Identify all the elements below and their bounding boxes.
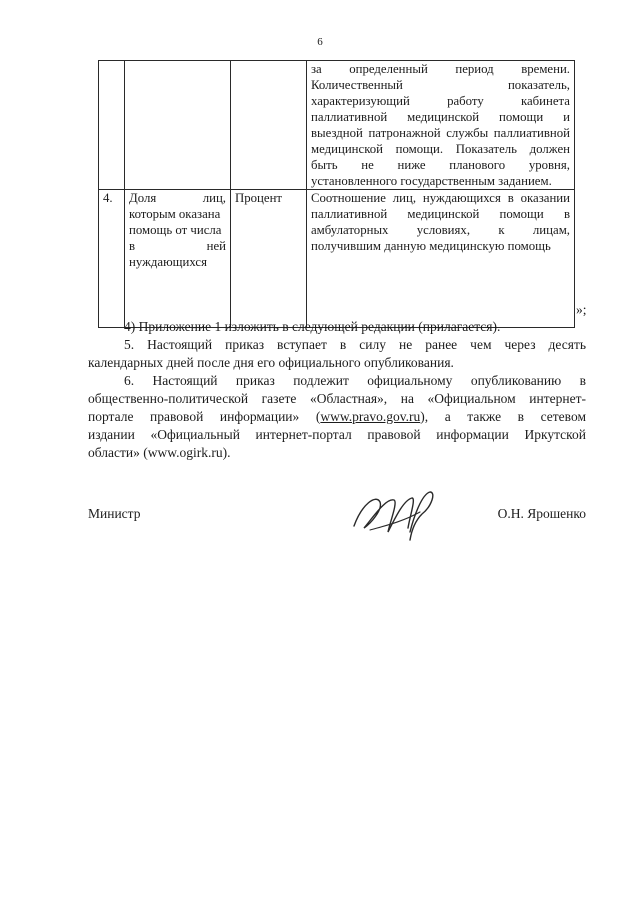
cell-line: за определенный период времени. bbox=[311, 62, 570, 76]
cell-num bbox=[99, 61, 125, 190]
text-line: общественно-политической газете «Областная», на «Официальном интернет- bbox=[88, 391, 586, 406]
cell-line: Соотношение лиц, нуждающихся в оказании bbox=[311, 191, 570, 205]
cell-line: Доля лиц, bbox=[129, 191, 226, 205]
paragraph-6 bbox=[88, 372, 586, 462]
text-line: календарных дней после дня его официального опубликования. bbox=[88, 355, 454, 370]
signer-position: Министр bbox=[88, 506, 141, 521]
cell-line: выездной патронажной службы паллиативной bbox=[311, 126, 570, 140]
table-row bbox=[99, 190, 575, 328]
cell-num: 4. bbox=[99, 190, 125, 328]
cell-description bbox=[307, 190, 575, 328]
text-line: 5. Настоящий приказ вступает в силу не ранее чем через десять bbox=[124, 337, 586, 352]
text-line: 6. Настоящий приказ подлежит официальному опубликованию в bbox=[124, 373, 586, 388]
cell-name bbox=[125, 61, 231, 190]
pravo-link[interactable]: www.pravo.gov.ru bbox=[320, 409, 421, 424]
text-line bbox=[88, 408, 586, 426]
text-segment: ), а также в сетевом bbox=[420, 409, 586, 424]
cell-line: в ней bbox=[129, 239, 226, 253]
cell-line: паллиативной медицинской помощи в bbox=[311, 207, 570, 221]
signer-name: О.Н. Ярошенко bbox=[497, 506, 586, 521]
cell-unit: Процент bbox=[231, 190, 307, 328]
cell-description bbox=[307, 61, 575, 190]
page-number: 6 bbox=[317, 36, 323, 48]
cell-line: установленного государственным заданием. bbox=[311, 174, 552, 188]
cell-line: характеризующий работу кабинета bbox=[311, 94, 570, 108]
paragraph-5 bbox=[88, 336, 586, 372]
cell-line: амбулаторных условиях, к лицам, bbox=[311, 223, 570, 237]
cell-line: Количественный показатель, bbox=[311, 78, 570, 92]
table-row bbox=[99, 61, 575, 190]
cell-line: которым оказана bbox=[129, 207, 221, 221]
cell-name bbox=[125, 190, 231, 328]
handwritten-signature bbox=[350, 486, 440, 546]
text-line: издании «Официальный интернет-портал правовой информации Иркутской bbox=[88, 427, 586, 442]
paragraph-4: 4) Приложение 1 изложить в следующей редакции (прилагается). bbox=[124, 319, 501, 334]
cell-line: помощь от числа bbox=[129, 223, 222, 237]
text-line: области» (www.ogirk.ru). bbox=[88, 445, 231, 460]
cell-line: получившим данную медицинскую помощь bbox=[311, 239, 551, 253]
cell-unit bbox=[231, 61, 307, 190]
cell-line: быть не ниже планового уровня, bbox=[311, 158, 570, 172]
cell-line: паллиативной медицинской помощи и bbox=[311, 110, 570, 124]
text-segment: портале правовой информации» ( bbox=[88, 409, 321, 424]
cell-line: медицинской помощи. Показатель должен bbox=[311, 142, 570, 156]
cell-line: нуждающихся bbox=[129, 255, 207, 269]
table-close-quote: »; bbox=[576, 302, 587, 317]
indicators-table bbox=[98, 60, 575, 328]
